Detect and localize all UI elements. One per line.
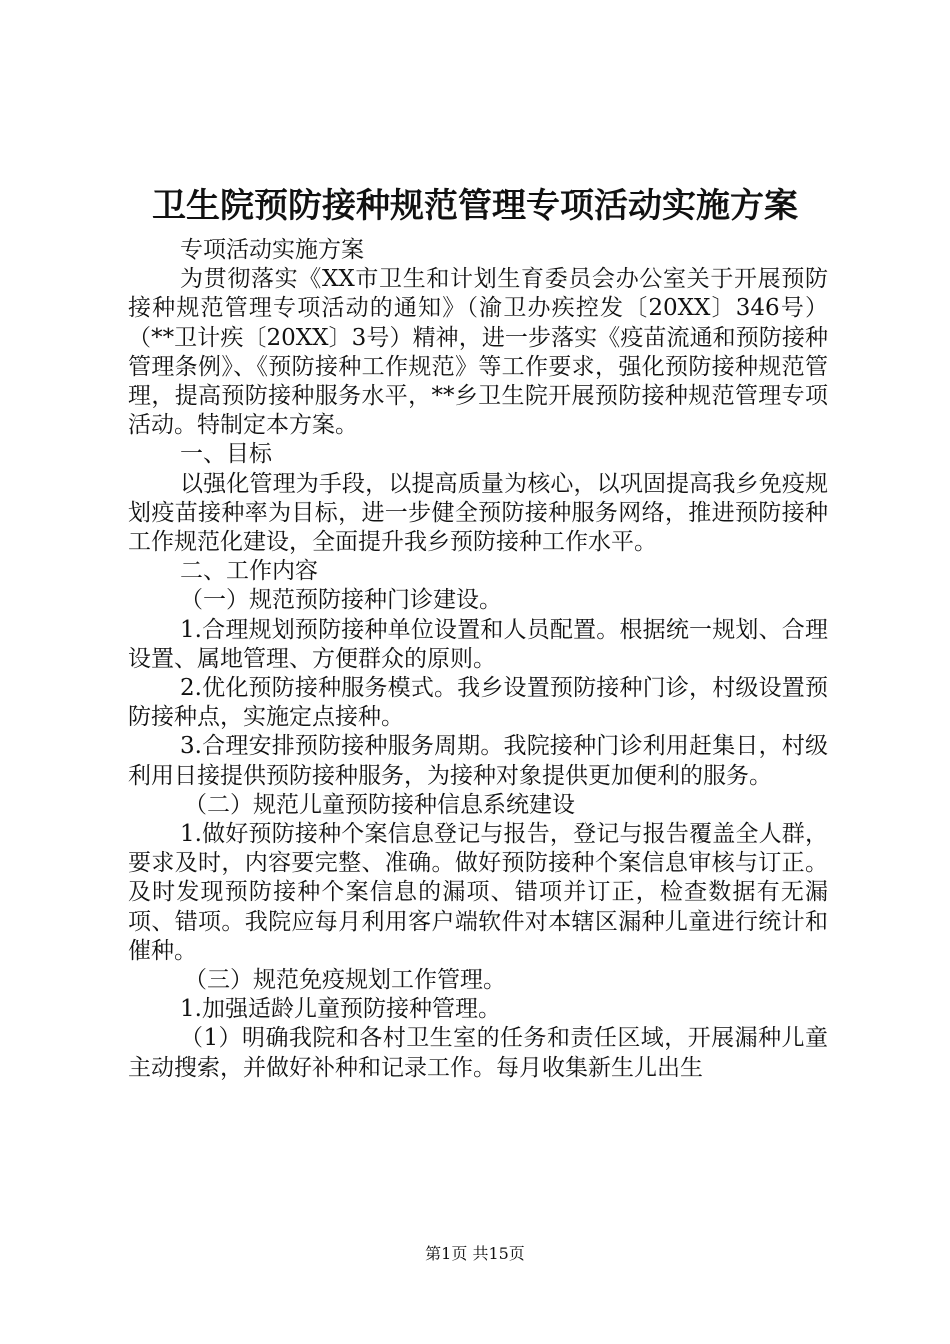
paragraph-item-1: 1.合理规划预防接种单位设置和人员配置。根据统一规划、合理设置、属地管理、方便群众的原则。: [128, 616, 828, 672]
paragraph-goal: 以强化管理为手段，以提高质量为核心，以巩固提高我乡免疫规划疫苗接种率为目标，进一步健全预防接种服务网络，推进预防接种工作规范化建设，全面提升我乡预防接种工作水平。: [128, 470, 828, 556]
paragraph-item-3: 3.合理安排预防接种服务周期。我院接种门诊利用赶集日，村级利用日接提供预防接种服务，为接种对象提供更加便利的服务。: [128, 733, 828, 789]
subheading-clinic: （一）规范预防接种门诊建设。: [180, 587, 502, 614]
paragraph-info-system-1: 1.做好预防接种个案信息登记与报告，登记与报告覆盖全人群，要求及时，内容要完整、准确。做好预防接种个案信息审核与订正。及时发现预防接种个案信息的漏项、错项并订正，检查数据有无漏项、错项。我院应每月利用客户端软件对本辖区漏种儿童进行统计和催种。: [128, 821, 828, 964]
heading-goal: 一、目标: [180, 441, 272, 468]
paragraph-intro: 为贯彻落实《XX市卫生和计划生育委员会办公室关于开展预防接种规范管理专项活动的通知》（渝卫办疾控发〔20XX〕346号）（**卫计疾〔20XX〕3号）精神，进一步落实《疫苗流通和预防接种管理条例》、《预防接种工作规范》等工作要求，强化预防接种规范管理，提高预防接种服务水平，**乡卫生院开展预防接种规范管理专项活动。特制定本方案。: [128, 266, 828, 439]
subheading-immunization: （三）规范免疫规划工作管理。: [184, 967, 506, 994]
paragraph-subtitle: 专项活动实施方案: [180, 237, 364, 263]
heading-work-content: 二、工作内容: [180, 558, 318, 585]
paragraph-immunization-1: 1.加强适龄儿童预防接种管理。: [180, 996, 501, 1023]
paragraph-item-2: 2.优化预防接种服务模式。我乡设置预防接种门诊，村级设置预防接种点，实施定点接种。: [128, 675, 828, 731]
document-title: 卫生院预防接种规范管理专项活动实施方案: [152, 186, 798, 226]
page-footer: 第1页 共15页: [425, 1244, 525, 1263]
subheading-info-system: （二）规范儿童预防接种信息系统建设: [184, 791, 575, 818]
document-body: [128, 236, 828, 1083]
paragraph-immunization-1-1: （1）明确我院和各村卫生室的任务和责任区域，开展漏种儿童主动搜索，并做好补种和记录工作。每月收集新生儿出生: [128, 1025, 828, 1081]
